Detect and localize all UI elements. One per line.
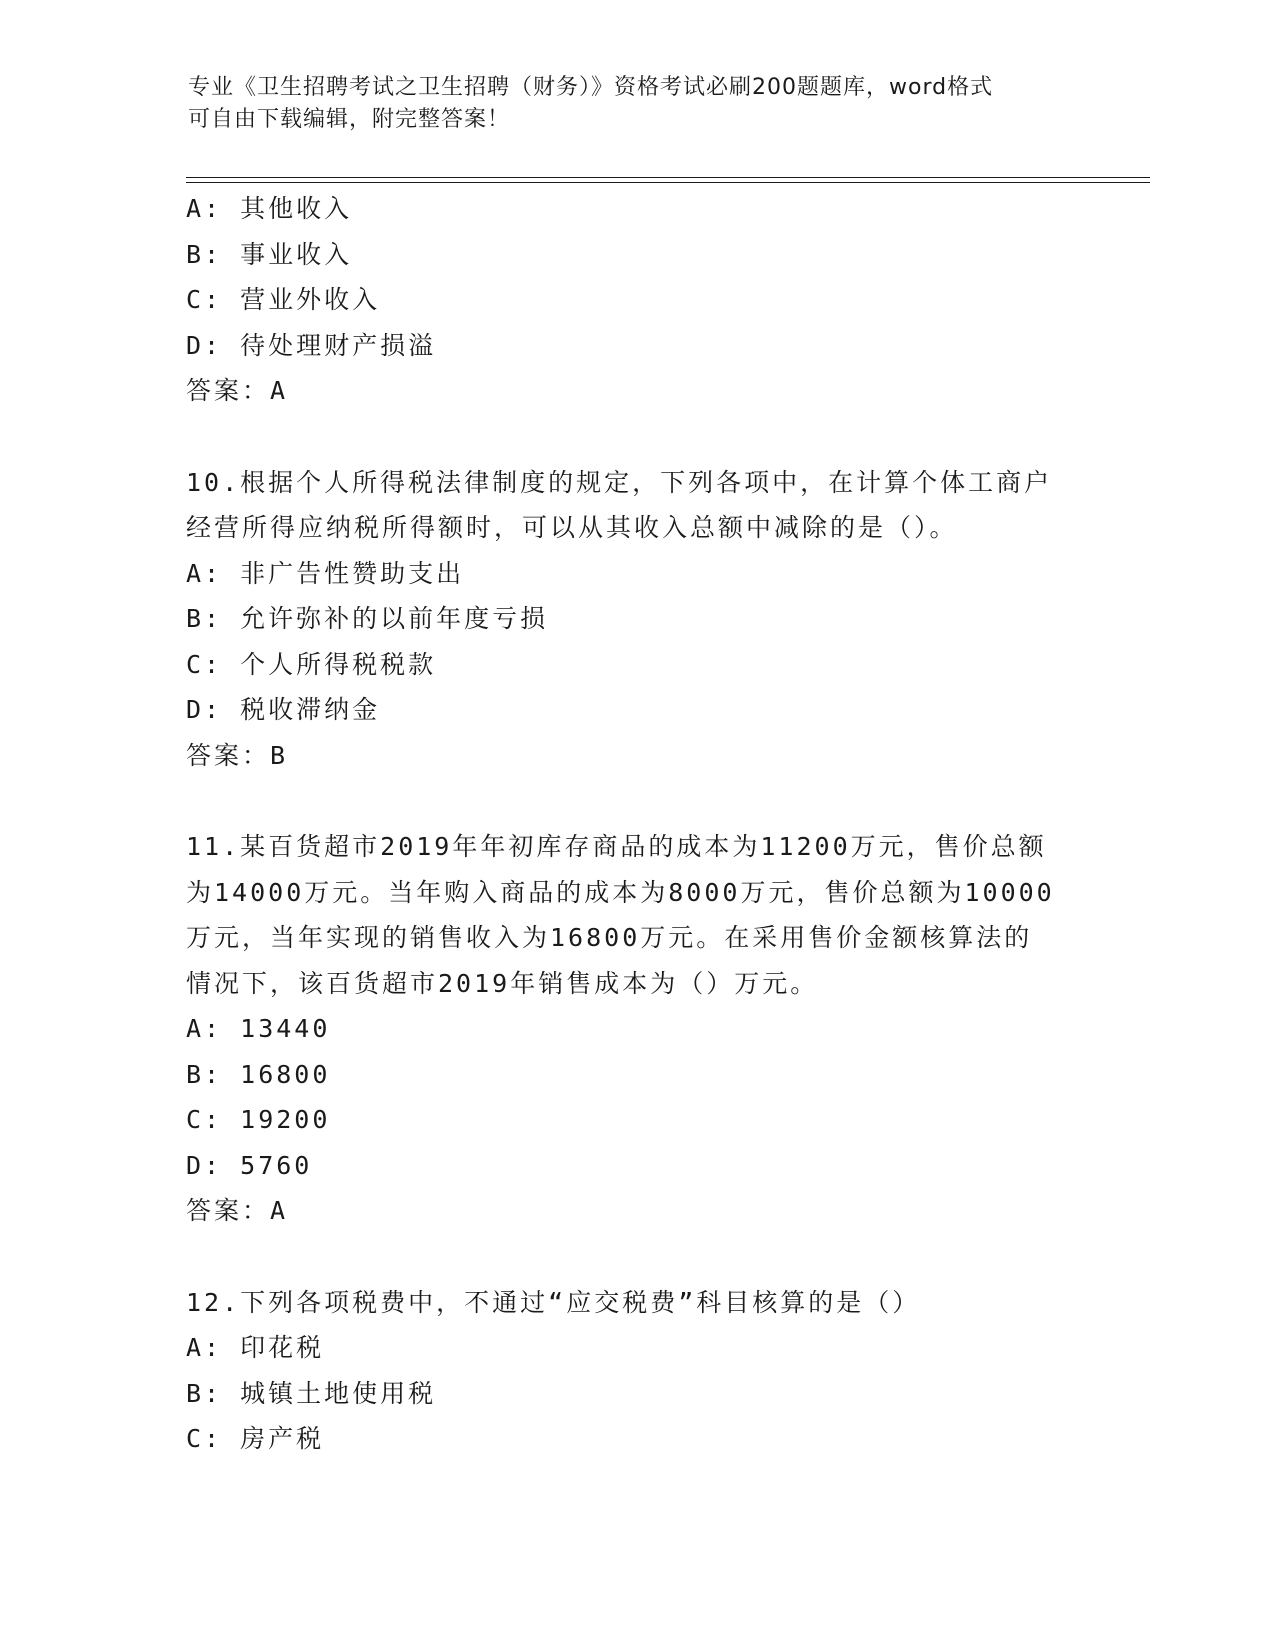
spacer: [186, 1234, 1086, 1280]
question-list: [186, 186, 1086, 1462]
option-c: C: 个人所得税税款: [186, 649, 437, 679]
option-b: B: 事业收入: [186, 239, 353, 269]
document-header: [188, 72, 1068, 136]
question-stem-line: 情况下，该百货超市2019年销售成本为（）万元。: [186, 968, 819, 998]
question-stem-line: 万元，当年实现的销售收入为16800万元。在采用售价金额核算法的: [186, 923, 1033, 952]
spacer: [186, 414, 1086, 460]
answer-line: 答案：B: [186, 740, 289, 770]
option-d: D: 待处理财产损溢: [186, 330, 437, 360]
option-d: D: 税收滞纳金: [186, 695, 381, 724]
option-a: A: 13440: [186, 1014, 331, 1043]
question-stem-line: 10.根据个人所得税法律制度的规定，下列各项中，在计算个体工商户: [186, 467, 1053, 497]
question-stem-line: 为14000万元。当年购入商品的成本为8000万元，售价总额为10000: [186, 877, 1055, 907]
question-12: [186, 1280, 1086, 1462]
option-b: B: 允许弥补的以前年度亏损: [186, 604, 549, 633]
question-11: [186, 824, 1086, 1234]
header-divider-bottom: [186, 182, 1150, 183]
option-a: A: 非广告性赞助支出: [186, 558, 465, 588]
question-stem-line: 11.某百货超市2019年年初库存商品的成本为11200万元，售价总额: [186, 832, 1047, 861]
header-divider-top: [186, 177, 1150, 178]
option-a: A: 印花税: [186, 1333, 325, 1362]
question-9-tail: [186, 186, 1086, 414]
question-stem-line: 经营所得应纳税所得额时，可以从其收入总额中减除的是（）。: [186, 513, 958, 542]
answer-line: 答案：A: [186, 1196, 289, 1225]
option-b: B: 城镇土地使用税: [186, 1378, 437, 1408]
spacer: [186, 778, 1086, 824]
header-line-1: 专业《卫生招聘考试之卫生招聘（财务）》资格考试必刷200题题库，word格式: [188, 75, 994, 100]
option-c: C: 房产税: [186, 1424, 325, 1453]
option-a: A: 其他收入: [186, 194, 353, 223]
header-line-2: 可自由下载编辑，附完整答案！: [188, 107, 511, 132]
option-d: D: 5760: [186, 1150, 313, 1180]
answer-line: 答案：A: [186, 376, 289, 405]
option-b: B: 16800: [186, 1059, 331, 1089]
question-10: [186, 460, 1086, 779]
option-c: C: 19200: [186, 1105, 331, 1134]
option-c: C: 营业外收入: [186, 285, 381, 314]
question-stem-line: 12.下列各项税费中，不通过“应交税费”科目核算的是（）: [186, 1287, 921, 1317]
